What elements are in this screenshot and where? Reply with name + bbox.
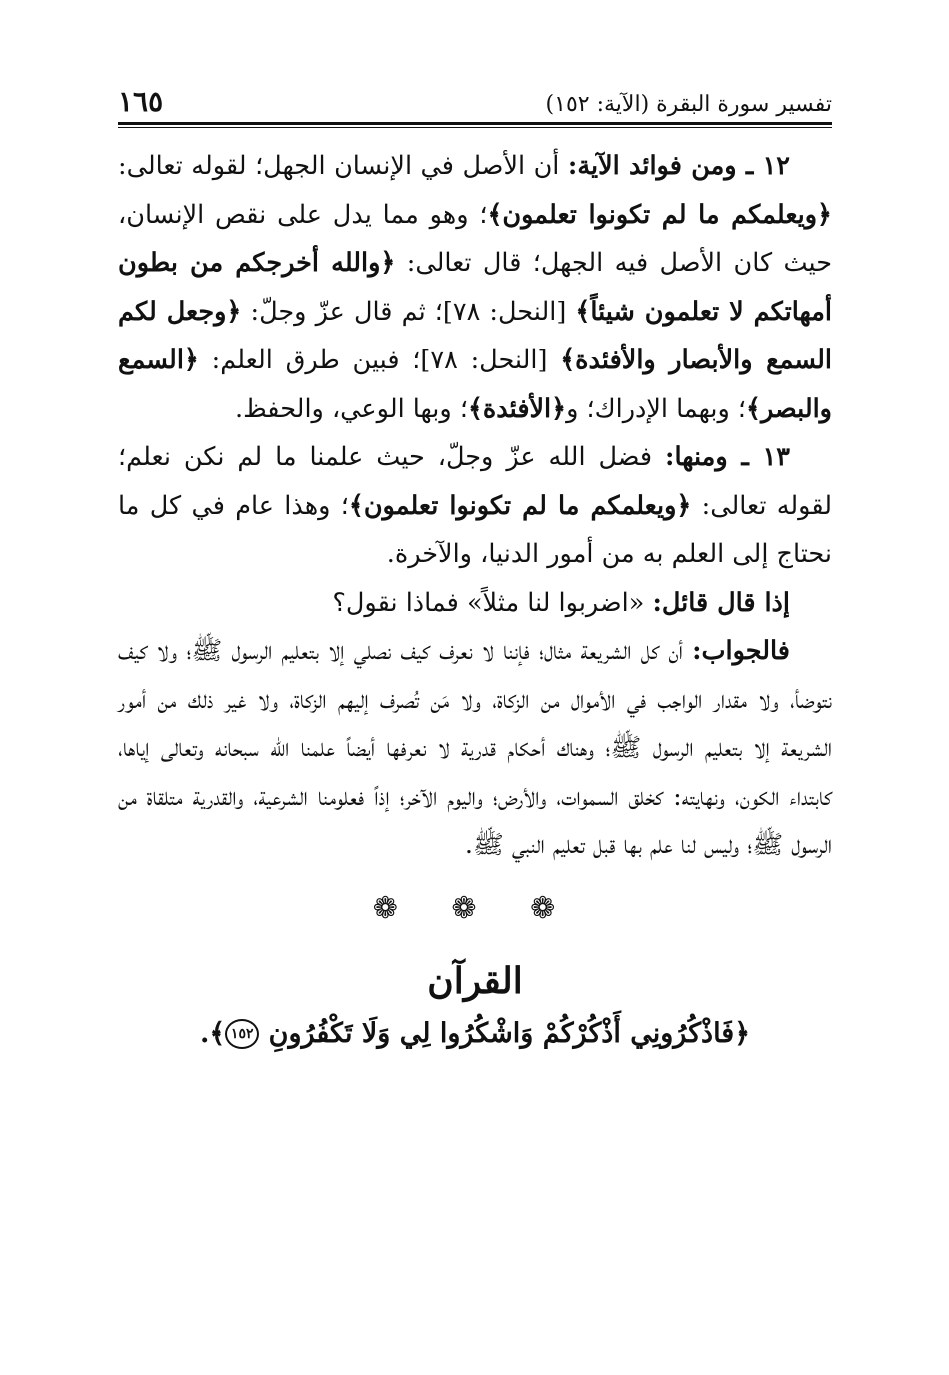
page (118, 78, 832, 1056)
question-text: «اضربوا لنا مثلاً» فماذا نقول؟ (332, 587, 653, 618)
paragraph-12 (118, 142, 832, 433)
paragraph-13 (118, 433, 832, 579)
page-number: ١٦٥ (118, 85, 164, 118)
quran-quote: ﴿ويعلمكم ما لم تكونوا تعلمون﴾ (348, 490, 692, 521)
quran-quote: ﴿وجعل لكم السمع والأبصار والأفئدة﴾ (118, 296, 833, 375)
answer-lead: فالجواب: (692, 636, 790, 666)
text-run: أن الأصل في الإنسان الجهل؛ لقوله تعالى: (118, 151, 568, 181)
quran-quote: ﴿ويعلمكم ما لم تكونوا تعلمون﴾ (487, 199, 832, 230)
main-text (118, 142, 832, 870)
text-run: ؛ وبها الوعي، والحفظ. (235, 393, 468, 424)
quran-quote: ﴿الأفئدة﴾ (467, 393, 567, 424)
text-run: فضل الله عزّ وجلّ، حيث علمنا ما لم نكن نعلم؛ لقوله تعالى: (118, 442, 832, 521)
verse-text: ﴿فَاذْكُرُونِي أَذْكُرْكُمْ وَاشْكُرُوا لِي وَلَا تَكْفُرُونِ (268, 1017, 751, 1049)
answer-text: أن كل الشريعة مثال؛ فإننا لا نعرف كيف نصلي إلا بتعليم الرسول ﷺ؛ ولا كيف نتوضأ، ولا مقدار الواجب في الأموال من الزكاة، ولا مَن تُصرف إليهم الزكاة، ولا غير ذلك من أمور الشريعة إلا بتعليم الرسول ﷺ؛ وهناك أحكام قدرية لا نعرفها أيضاً علمنا الله سبحانه وتعالى إياها، كابتداء الكون، ونهايته: كخلق السموات، والأرض؛ واليوم الآخر؛ إذاً فعلومنا الشرعية، والقدرية متلقاة من الرسول ﷺ؛ وليس لنا علم بها قبل تعليم النبي ﷺ. (118, 636, 832, 860)
question-lead: إذا قال قائل: (652, 587, 790, 618)
answer-paragraph (118, 627, 832, 870)
question-paragraph (118, 579, 832, 628)
verse-number: ١٥٢ (225, 1019, 259, 1049)
text-run: ؛ وهذا عام في كل ما نحتاج إلى العلم به من أمور الدنيا، والآخرة. (118, 490, 832, 569)
header-rule-thin (118, 127, 832, 128)
header-title: تفسير سورة البقرة (الآية: ١٥٢) (545, 92, 832, 117)
verse-end: ﴾. (199, 1017, 226, 1049)
quran-quote: ﴿السمع والبصر﴾ (118, 345, 832, 424)
text-run: ؛ وبهما الإدراك؛ و (566, 393, 746, 424)
running-header (118, 78, 832, 116)
text-run: ؛ وهو مما يدل على نقص الإنسان، حيث كان الأصل فيه الجهل؛ قال تعالى: (118, 199, 833, 278)
paragraph-12-lead: ١٢ ـ ومن فوائد الآية: (567, 151, 791, 181)
quran-verse (118, 1012, 832, 1056)
text-run: [النحل: ٧٨]؛ فبين طرق العلم: (198, 345, 561, 375)
paragraph-13-lead: ١٣ ـ ومنها: (665, 442, 790, 472)
quran-quote: ﴿والله أخرجكم من بطون أمهاتكم لا تعلمون شيئاً﴾ (118, 248, 833, 327)
section-title: القرآن (427, 959, 523, 1002)
header-rule-thick (118, 122, 832, 125)
text-run: [النحل: ٧٨]؛ ثم قال عزّ وجلّ: (241, 296, 576, 327)
section-separator: ❁ ❁ ❁ (372, 890, 578, 926)
